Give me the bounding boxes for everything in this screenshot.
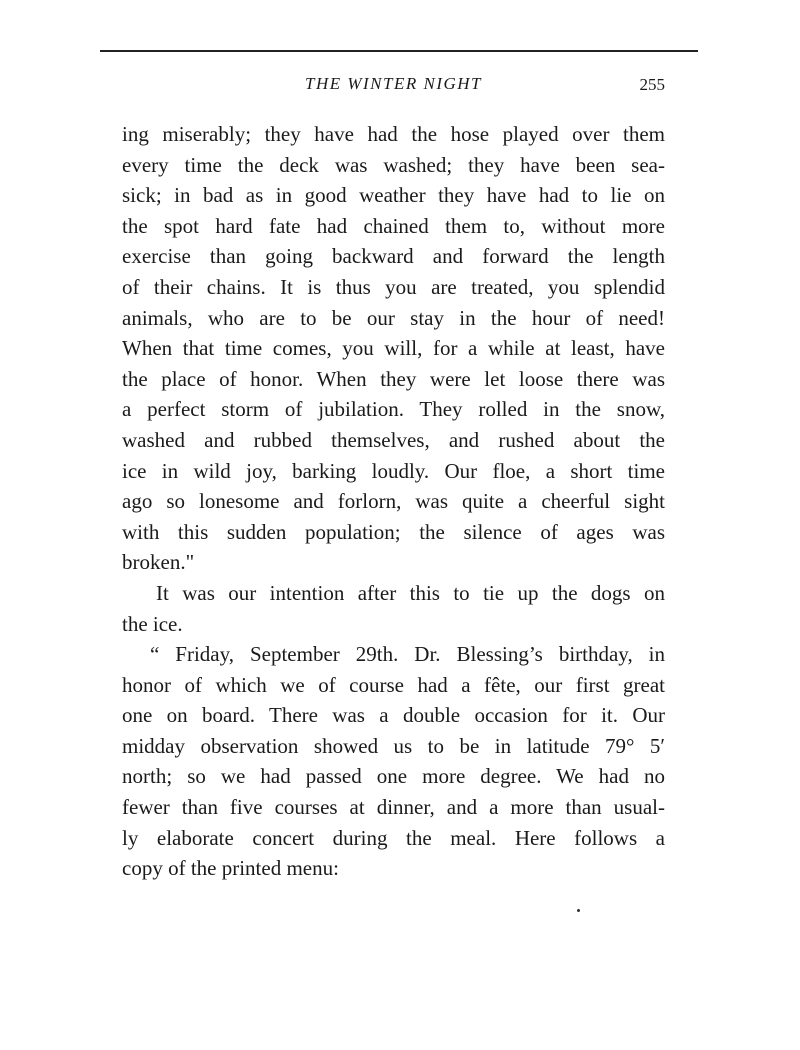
text-line: a perfect storm of jubilation. They rolled in the snow, (122, 397, 665, 422)
text-line: animals, who are to be our stay in the hour of need! (122, 305, 665, 330)
text-line: north; so we had passed one more degree. We had no (122, 764, 665, 789)
text-line: “ Friday, September 29th. Dr. Blessing’s birthday, in (150, 642, 665, 667)
page-number: 255 (639, 75, 665, 94)
text-line: ice in wild joy, barking loudly. Our floe, a short time (122, 458, 665, 483)
text-line: the spot hard fate had chained them to, without more (122, 213, 665, 238)
print-speck (577, 909, 580, 912)
text-line: copy of the printed menu: (122, 856, 339, 881)
text-line: the ice. (122, 611, 183, 636)
text-line: sick; in bad as in good weather they have had to lie on (122, 183, 665, 208)
header-rule (100, 50, 698, 52)
text-line: one on board. There was a double occasion for it. Our (122, 703, 665, 728)
text-line: ly elaborate concert during the meal. Here follows a (122, 825, 665, 850)
page-header (122, 74, 665, 98)
text-line: fewer than five courses at dinner, and a more than usual- (122, 795, 665, 820)
text-line: broken." (122, 550, 195, 575)
text-line: of their chains. It is thus you are treated, you splendid (122, 274, 665, 299)
text-line: washed and rubbed themselves, and rushed about the (122, 427, 665, 452)
text-line: It was our intention after this to tie up the dogs on (156, 580, 665, 605)
text-line: ing miserably; they have had the hose played over them (122, 122, 665, 146)
text-line: ago so lonesome and forlorn, was quite a cheerful sight (122, 489, 665, 514)
body-text (122, 119, 665, 884)
text-line: midday observation showed us to be in latitude 79° 5′ (122, 733, 665, 758)
text-line: honor of which we of course had a fête, our first great (122, 672, 665, 697)
text-line: with this sudden population; the silence of ages was (122, 519, 665, 544)
text-line: When that time comes, you will, for a while at least, have (122, 336, 665, 361)
running-head: THE WINTER NIGHT (304, 74, 482, 93)
text-line: every time the deck was washed; they have been sea- (122, 152, 665, 177)
text-line: exercise than going backward and forward the length (122, 244, 665, 269)
text-line: the place of honor. When they were let loose there was (122, 366, 665, 391)
